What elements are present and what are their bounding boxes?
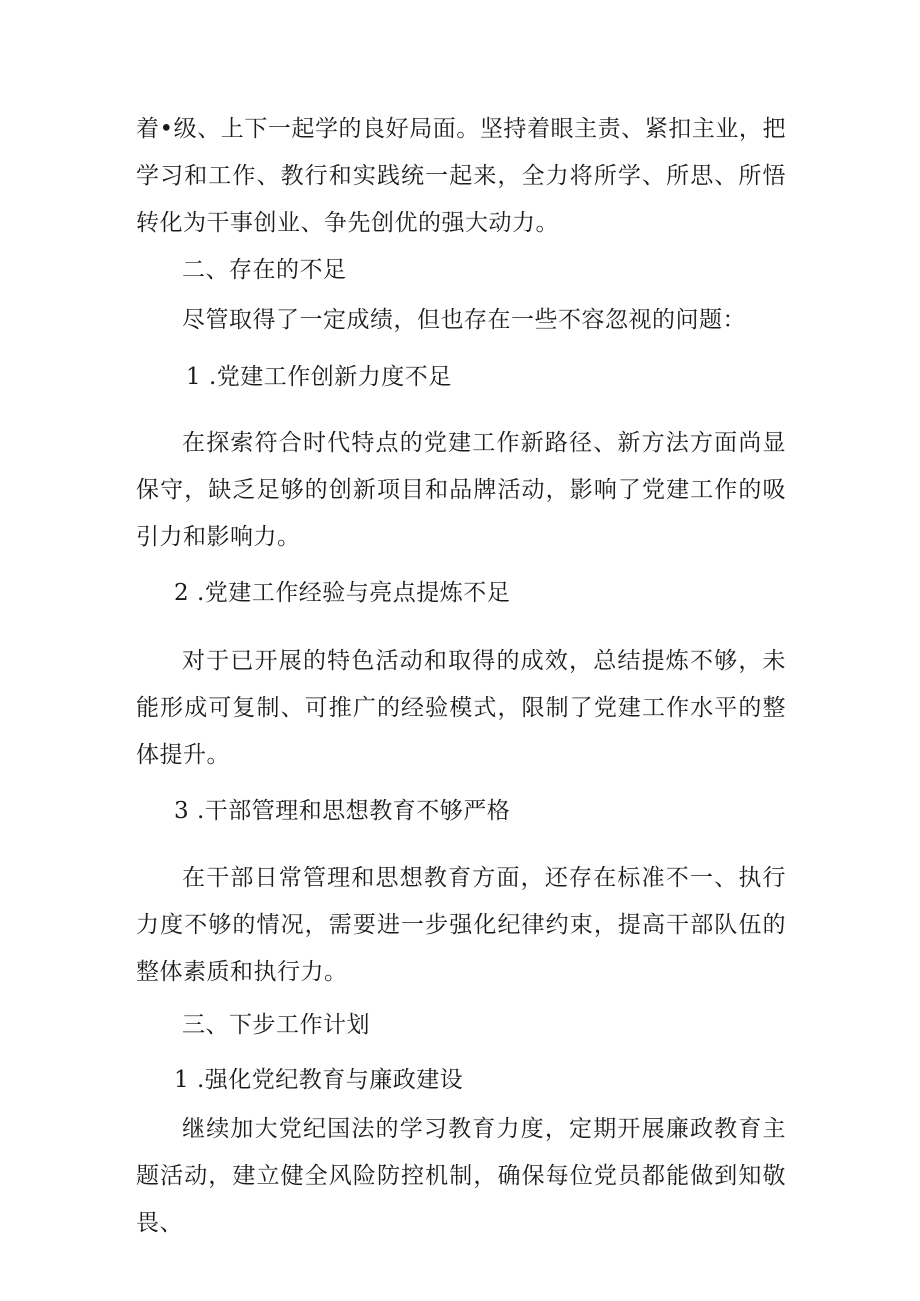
paragraph-cadre-management: 在干部日常管理和思想教育方面，还存在标准不一、执行力度不够的情况，需要进一步强化纪律约束，提高干部队伍的整体素质和执行力。	[136, 865, 786, 985]
subheading-innovation: 1 .党建工作创新力度不足	[186, 364, 452, 390]
section-heading-next-plan: 三、下步工作计划	[182, 1012, 370, 1038]
paragraph-shortcomings-lead: 尽管取得了一定成绩，但也存在一些不容忽视的问题：	[182, 307, 746, 333]
paragraph-discipline: 继续加大党纪国法的学习教育力度，定期开展廉政教育主题活动，建立健全风险防控机制，确保每位党员都能做到知敬畏、	[136, 1116, 786, 1236]
subheading-discipline: 1 .强化党纪教育与廉政建设	[174, 1067, 464, 1093]
subheading-experience: 2 .党建工作经验与亮点提炼不足	[174, 580, 511, 606]
paragraph-experience: 对于已开展的特色活动和取得的成效，总结提炼不够，未能形成可复制、可推广的经验模式，限制了党建工作水平的整体提升。	[136, 648, 786, 768]
paragraph-intro-continuation: 着•级、上下一起学的良好局面。坚持着眼主责、紧扣主业，把学习和工作、教行和实践统一起来，全力将所学、所思、所悟转化为干事创业、争先创优的强大动力。	[136, 116, 786, 236]
section-heading-shortcomings: 二、存在的不足	[182, 257, 347, 283]
paragraph-innovation: 在探索符合时代特点的党建工作新路径、新方法方面尚显保守，缺乏足够的创新项目和品牌活动，影响了党建工作的吸引力和影响力。	[136, 430, 786, 550]
subheading-cadre-management: 3 .干部管理和思想教育不够严格	[174, 798, 511, 824]
